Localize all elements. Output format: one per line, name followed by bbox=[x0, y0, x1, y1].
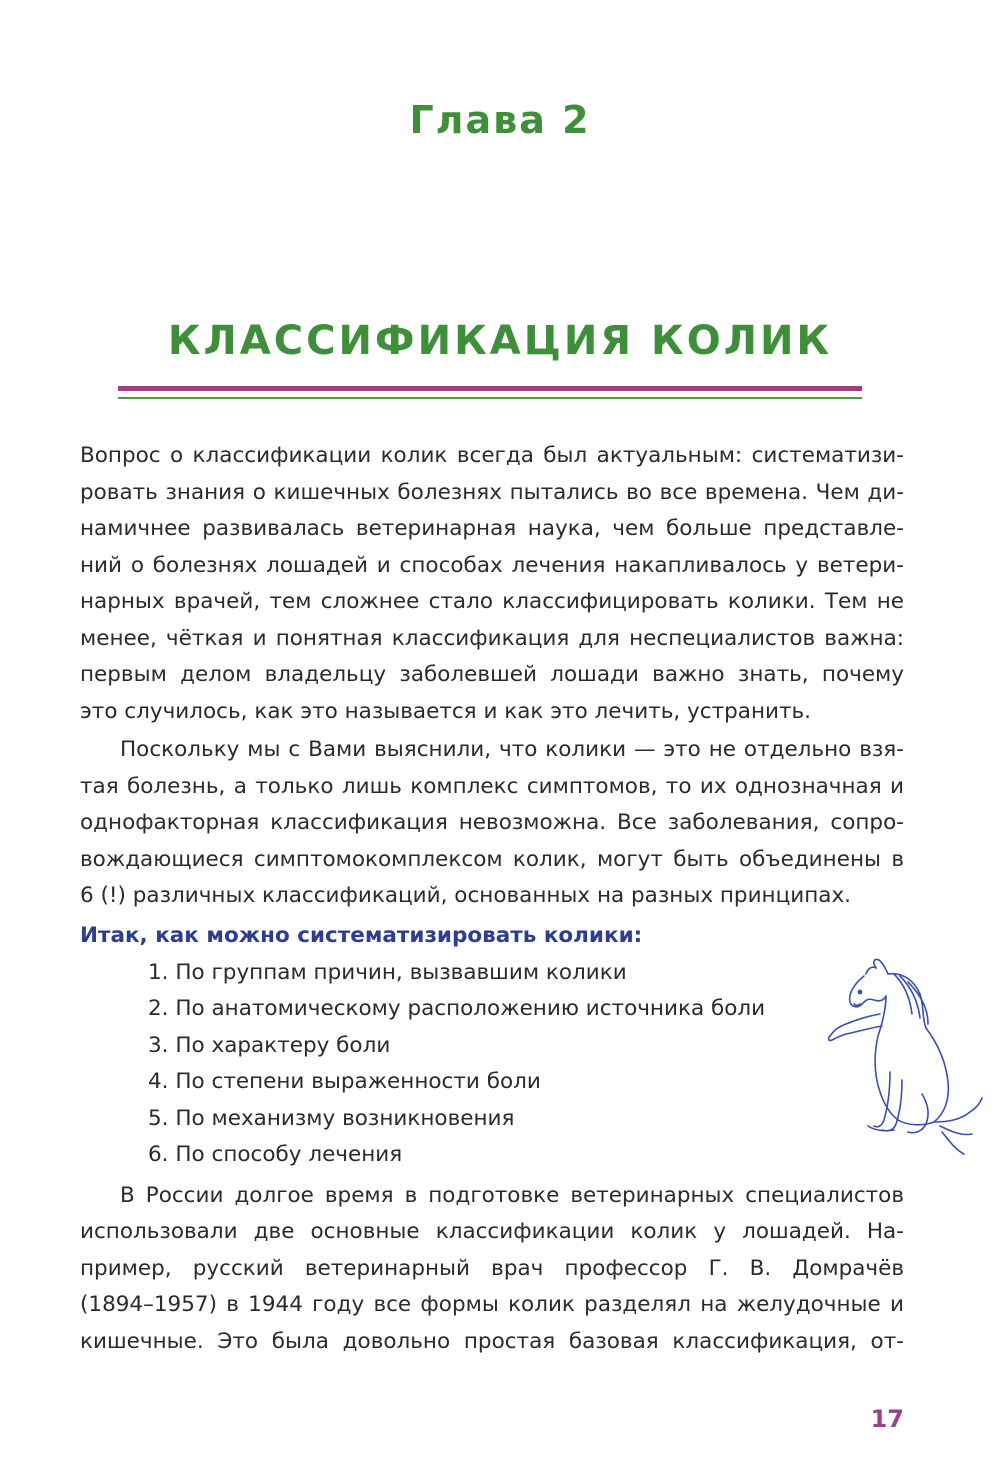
text-line: ний о болезнях лошадей и способах лечения накапливалось у ветери- bbox=[80, 552, 904, 578]
chapter-title: КЛАССИФИКАЦИЯ КОЛИК bbox=[167, 318, 833, 364]
text-line: нарных врачей, тем сложнее стало классифицировать колики. Тем не bbox=[80, 589, 904, 614]
text-line: тая болезнь, а только лишь комплекс симптомов, то их однозначная и bbox=[80, 773, 904, 799]
text-line: 6 (!) различных классификаций, основанных на разных принципах. bbox=[80, 883, 852, 908]
text-line: пример, русский ветеринарный врач профессор Г. В. Домрачёв bbox=[80, 1255, 904, 1281]
chapter-heading: Глава 2 bbox=[409, 98, 591, 142]
page-number: 17 bbox=[870, 1405, 904, 1433]
text-line: В России долгое время в подготовке ветеринарных специалистов bbox=[120, 1182, 904, 1208]
text-line: менее, чёткая и понятная классификация для неспециалистов важна: bbox=[80, 625, 904, 651]
text-line: первым делом владельцу заболевшей лошади важно знать, почему bbox=[80, 662, 904, 687]
text-line: кишечные. Это была довольно простая базовая классификация, от- bbox=[80, 1328, 904, 1354]
text-line: это случилось, как это называется и как это лечить, устранить. bbox=[80, 698, 812, 724]
paragraph-2 bbox=[80, 732, 904, 915]
text-line: использовали две основные классификации колик у лошадей. На- bbox=[80, 1219, 904, 1244]
text-line: Поскольку мы с Вами выяснили, что колики — это не отдельно взя- bbox=[120, 737, 904, 762]
text-line: вождающиеся симптомокомплексом колик, могут быть объединены в bbox=[80, 846, 904, 872]
body-text bbox=[80, 438, 904, 1360]
list-item: 2. По анатомическому расположению источника боли bbox=[148, 996, 766, 1021]
list-item: 3. По характеру боли bbox=[148, 1032, 391, 1058]
paragraph-1 bbox=[80, 438, 904, 730]
paragraph-3 bbox=[80, 1178, 904, 1361]
list-item: 5. По механизму возникновения bbox=[148, 1105, 515, 1131]
text-line: однофакторная классификация невозможна. Все заболевания, сопро- bbox=[80, 810, 904, 835]
text-line: намичнее развивалась ветеринарная наука, чем больше представле- bbox=[80, 516, 904, 541]
horse-illustration bbox=[824, 954, 984, 1164]
classification-list bbox=[80, 955, 904, 1174]
list-item: 6. По способу лечения bbox=[148, 1142, 403, 1167]
text-line: ровать знания о кишечных болезнях пытались во все времена. Чем ди- bbox=[80, 479, 904, 505]
list-item: 4. По степени выраженности боли bbox=[148, 1069, 541, 1094]
text-line: Вопрос о классификации колик всегда был актуальным: систематизи- bbox=[80, 443, 904, 468]
title-rule-purple bbox=[118, 386, 862, 391]
list-intro: Итак, как можно систематизировать колики: bbox=[80, 922, 643, 948]
text-line: (1894–1957) в 1944 году все формы колик разделял на желудочные и bbox=[80, 1292, 904, 1317]
list-item: 1. По группам причин, вызвавшим колики bbox=[148, 959, 627, 985]
title-rule-green bbox=[118, 397, 862, 399]
